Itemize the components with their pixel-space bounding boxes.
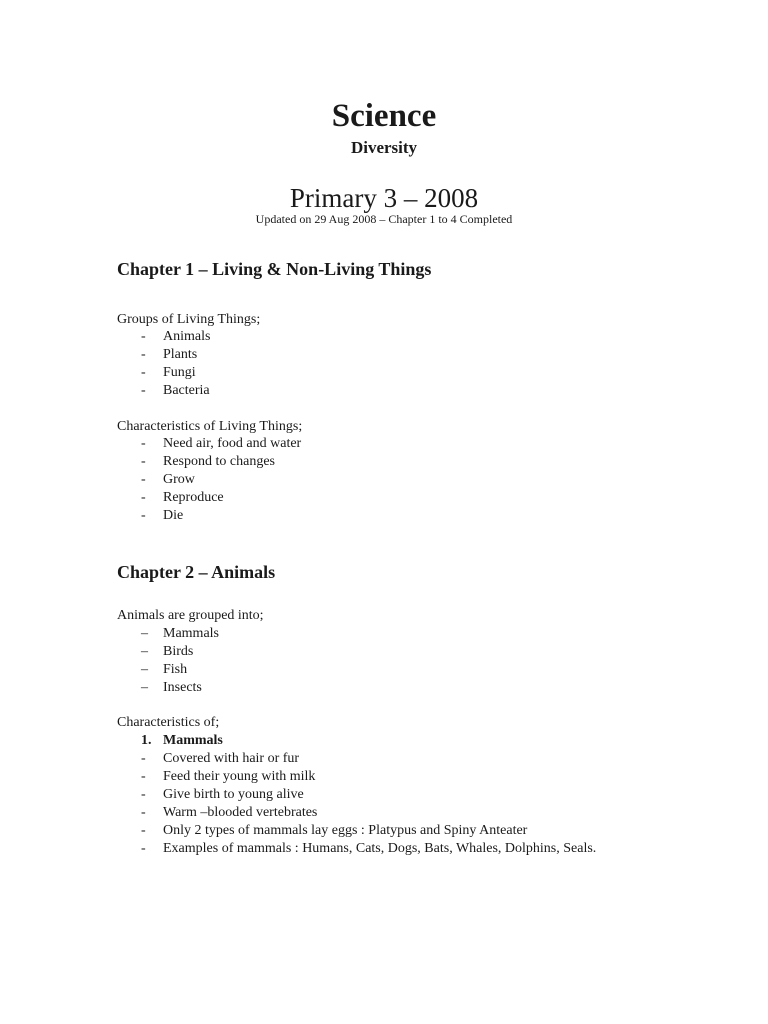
list-item: – Birds [141, 644, 194, 659]
characteristics-of-intro: Characteristics of; [117, 715, 220, 730]
list-item: - Reproduce [141, 490, 224, 505]
list-item: - Animals [141, 329, 211, 344]
mammals-list [117, 732, 737, 858]
animal-groups-list [117, 625, 737, 697]
dash-marker: - [141, 769, 146, 784]
list-item: – Insects [141, 680, 202, 695]
animal-groups-intro: Animals are grouped into; [117, 608, 264, 623]
dash-marker: - [141, 347, 146, 362]
dash-marker: - [141, 805, 146, 820]
dash-marker: - [141, 751, 146, 766]
document-title: Science [331, 98, 437, 134]
dash-marker: - [141, 490, 146, 505]
endash-marker: – [141, 644, 148, 659]
dash-marker: - [141, 472, 146, 487]
number-marker: 1. [141, 733, 152, 748]
characteristics-list [117, 435, 737, 525]
dash-marker: - [141, 841, 146, 856]
characteristics-intro: Characteristics of Living Things; [117, 419, 303, 434]
chapter-1-heading: Chapter 1 – Living & Non-Living Things [117, 259, 432, 279]
list-item: - Die [141, 508, 184, 523]
document-subtitle: Diversity [350, 138, 418, 157]
endash-marker: – [141, 626, 148, 641]
dash-marker: - [141, 436, 146, 451]
update-note: Updated on 29 Aug 2008 – Chapter 1 to 4 Completed [255, 212, 513, 226]
document-level: Primary 3 – 2008 [289, 183, 479, 213]
list-item: - Respond to changes [141, 454, 275, 469]
list-item: - Fungi [141, 365, 196, 380]
list-item: - Feed their young with milk [141, 769, 316, 784]
list-item: - Plants [141, 347, 198, 362]
dash-marker: - [141, 383, 146, 398]
dash-marker: - [141, 508, 146, 523]
endash-marker: – [141, 680, 148, 695]
groups-intro: Groups of Living Things; [117, 312, 261, 327]
dash-marker: - [141, 454, 146, 469]
list-item: - Grow [141, 472, 195, 487]
list-item: - Only 2 types of mammals lay eggs : Platypus and Spiny Anteater [141, 823, 528, 838]
list-item: - Give birth to young alive [141, 787, 304, 802]
list-item: – Mammals [141, 626, 219, 641]
list-item: - Warm –blooded vertebrates [141, 805, 318, 820]
list-item: – Fish [141, 662, 188, 677]
chapter-2-heading: Chapter 2 – Animals [117, 562, 276, 582]
list-item: - Bacteria [141, 383, 210, 398]
dash-marker: - [141, 365, 146, 380]
mammals-heading: 1. Mammals [141, 733, 223, 748]
dash-marker: - [141, 329, 146, 344]
dash-marker: - [141, 823, 146, 838]
list-item: - Need air, food and water [141, 436, 302, 451]
dash-marker: - [141, 787, 146, 802]
list-item: - Examples of mammals : Humans, Cats, Dogs, Bats, Whales, Dolphins, Seals. [141, 841, 597, 856]
list-item: - Covered with hair or fur [141, 751, 300, 766]
groups-list [117, 328, 737, 400]
endash-marker: – [141, 662, 148, 677]
